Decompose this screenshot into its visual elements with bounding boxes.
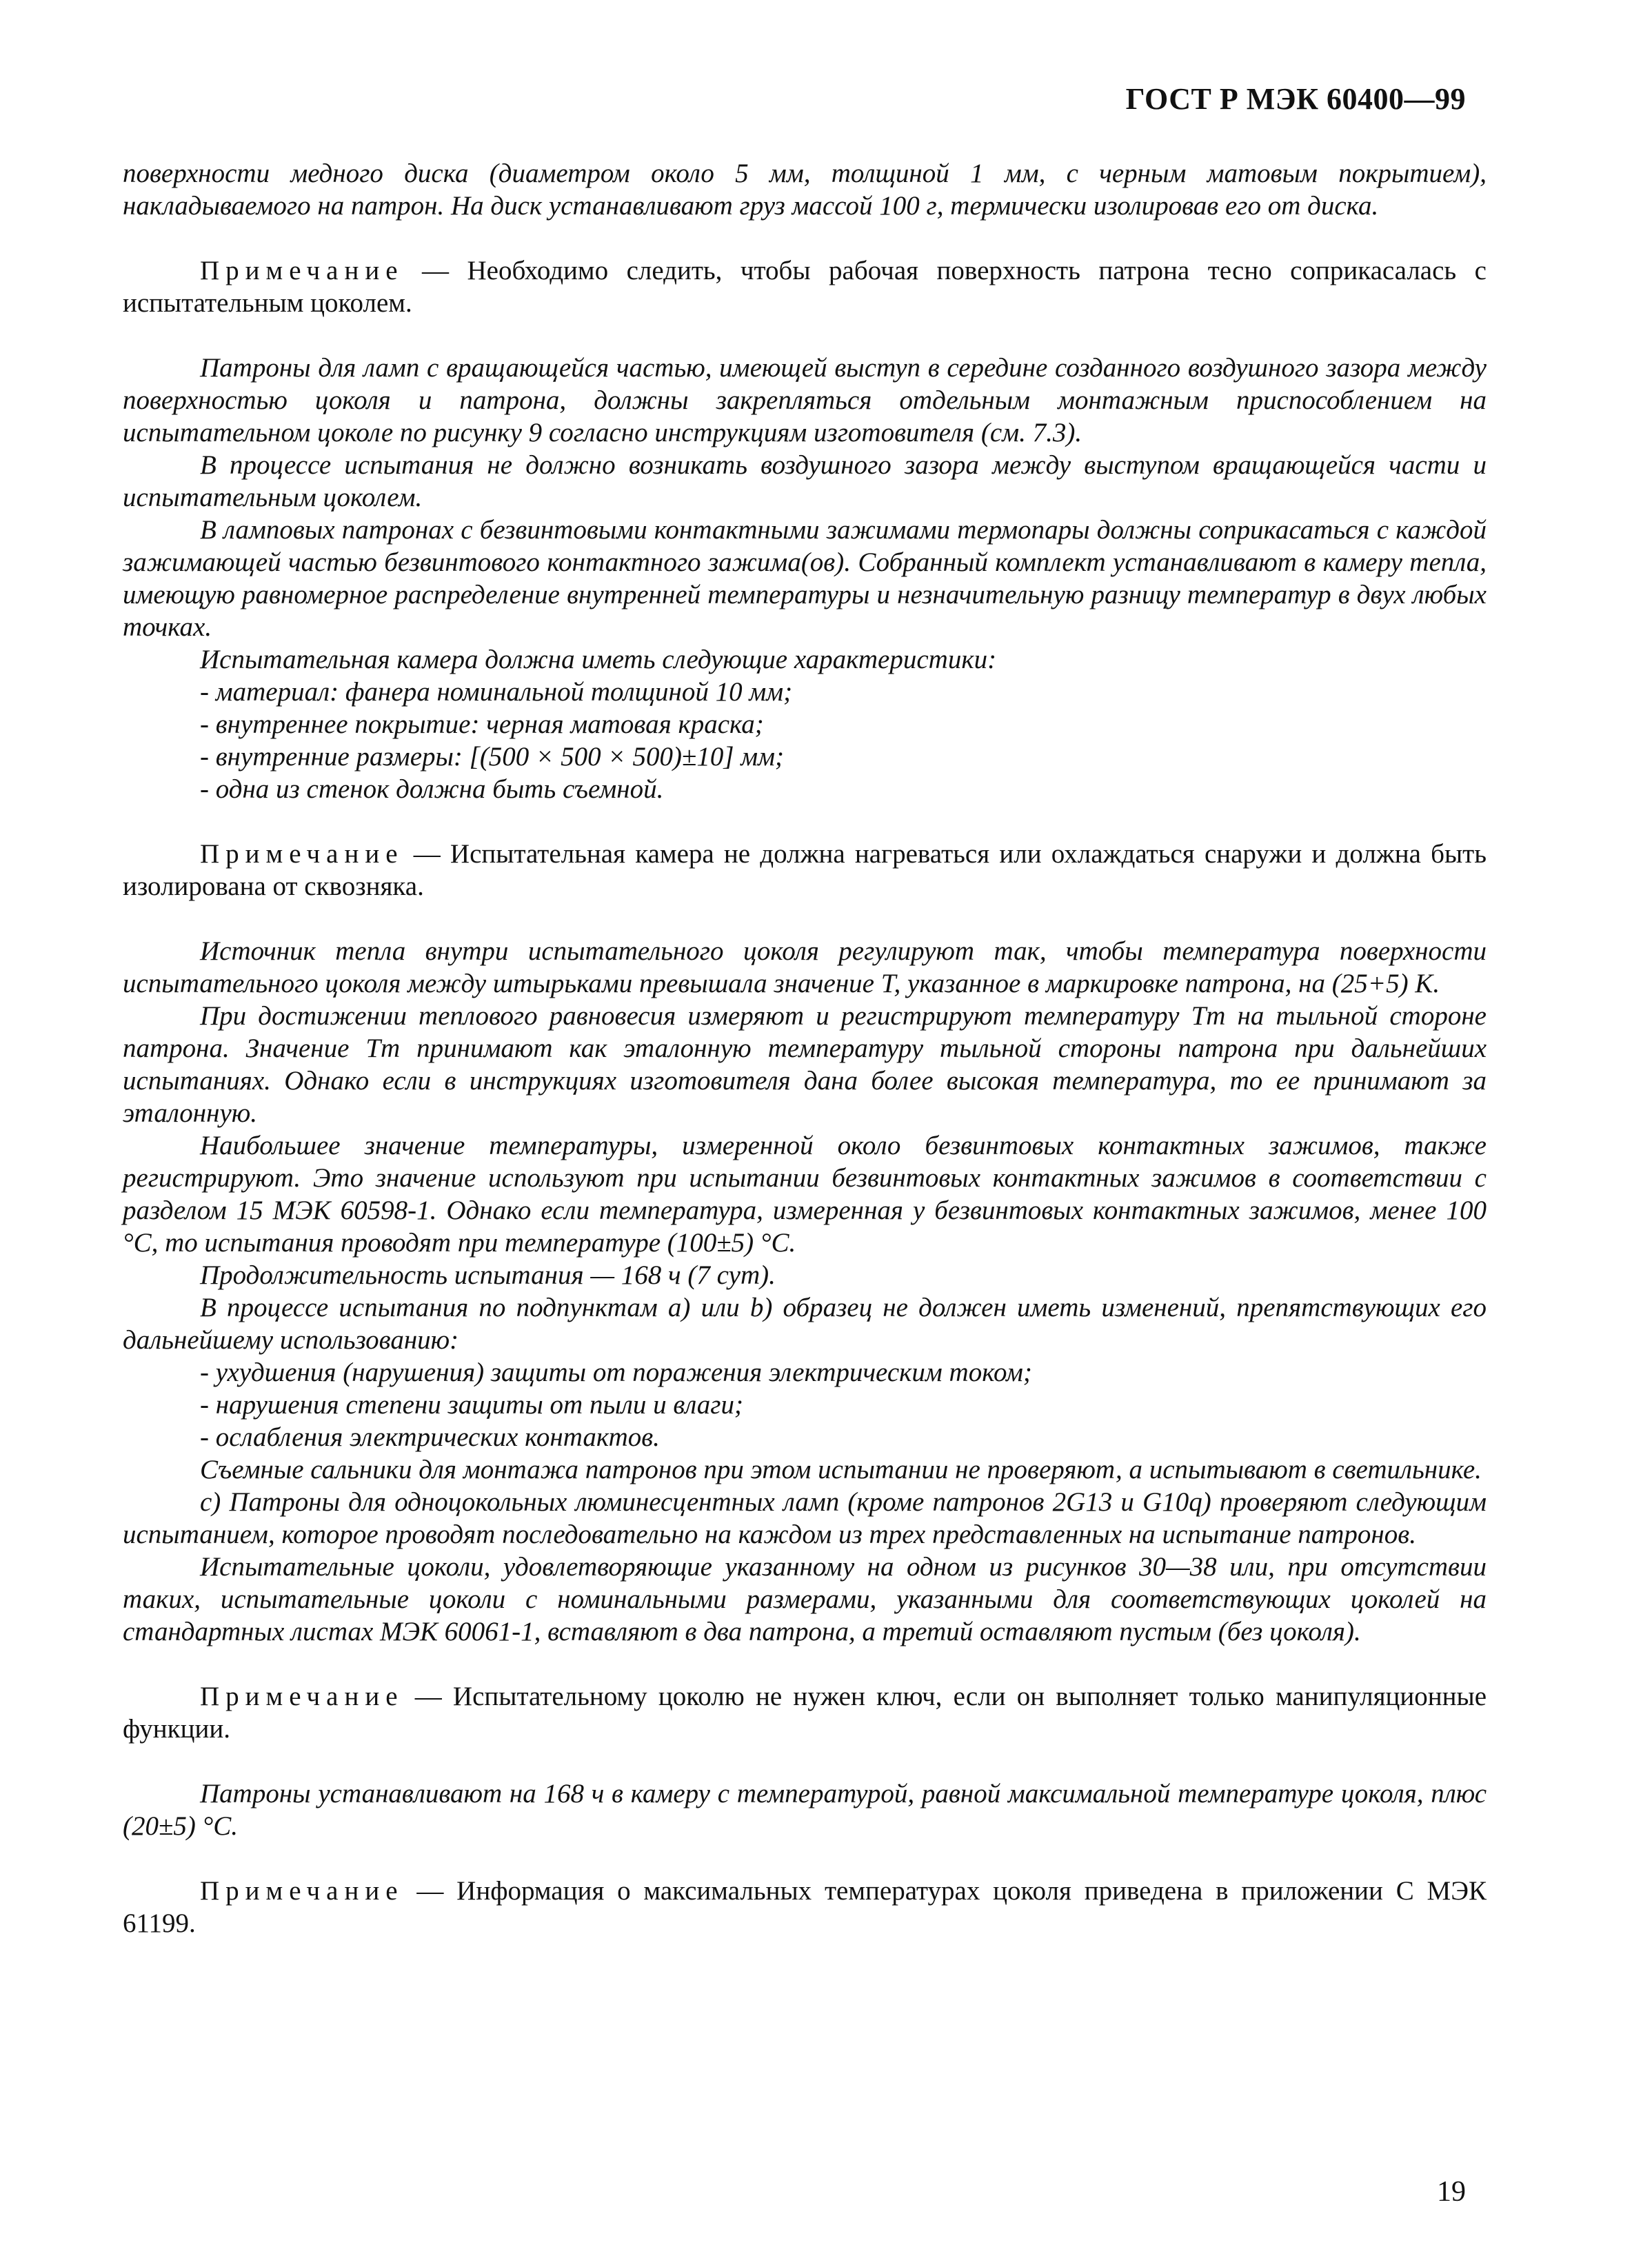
note-paragraph: [123, 1680, 1487, 1745]
note-text: — Необходимо следить, чтобы рабочая поверхность патрона тесно соприкасалась с испытательным цоколем.: [123, 256, 1487, 318]
note-label: Примечание: [200, 256, 404, 285]
list-item: - внутренние размеры: [(500 × 500 × 500)±10] мм;: [200, 742, 785, 772]
note-text: — Испытательная камера не должна нагреваться или охлаждаться снаружи и должна быть изолирована от сквозняка.: [123, 839, 1487, 901]
body-paragraph: В процессе испытания не должно возникать воздушного зазора между выступом вращающейся части и испытательным цоколем.: [123, 450, 1487, 512]
list-item: - одна из стенок должна быть съемной.: [200, 774, 664, 804]
body-paragraph: При достижении теплового равновесия измеряют и регистрируют температуру Tm на тыльной стороне патрона. Значение Tm принимают как эталонную температуру тыльной стороны патрона при дальнейших испытаниях. Однако если в инструкциях изготовителя дана более высокая температура, то ее принимают за эталонную.: [123, 1001, 1487, 1128]
paragraph-gap: [123, 319, 1487, 352]
body-paragraph: В ламповых патронах с безвинтовыми контактными зажимами термопары должны соприкасаться с каждой зажимающей частью безвинтового контактного зажима(ов). Собранный комплект устанавливают в камеру тепла, имеющую равномерное распределение внутренней температуры и незначительную разницу температур в двух любых точках.: [123, 515, 1487, 642]
list-item: - внутреннее покрытие: черная матовая краска;: [200, 709, 764, 739]
body-paragraph: Наибольшее значение температуры, измеренной около безвинтовых контактных зажимов, также регистрируют. Это значение используют при испытании безвинтовых контактных зажимов в соответствии с разделом 15 МЭК 60598-1. Однако если температура, измеренная у безвинтовых контактных зажимов, менее 100 °C, то испытания проводят при температуре (100±5) °C.: [123, 1131, 1487, 1258]
body-paragraph: Продолжительность испытания — 168 ч (7 сут).: [200, 1260, 776, 1290]
paragraph-gap: [123, 805, 1487, 838]
paragraph-gap: [123, 222, 1487, 254]
body-paragraph: Источник тепла внутри испытательного цоколя регулируют так, чтобы температура поверхности испытательного цоколя между штырьками превышала значение T, указанное в маркировке патрона, на (25+5) K.: [123, 936, 1487, 998]
paragraph-gap: [123, 1745, 1487, 1777]
paragraph-gap: [123, 1648, 1487, 1680]
standard-header: ГОСТ Р МЭК 60400—99: [1125, 82, 1466, 116]
body-paragraph: Испытательные цоколи, удовлетворяющие указанному на одном из рисунков 30—38 или, при отсутствии таких, испытательные цоколи с номинальными размерами, указанными для соответствующих цоколей на стандартных листах МЭК 60061-1, вставляют в два патрона, а третий оставляют пустым (без цоколя).: [123, 1552, 1487, 1646]
paragraph-gap: [123, 903, 1487, 935]
body-paragraph: c) Патроны для одноцокольных люминесцентных ламп (кроме патронов 2G13 и G10q) проверяют следующим испытанием, которое проводят последовательно на каждом из трех представленных на испытание патронов.: [123, 1487, 1487, 1549]
body-paragraph: Съемные сальники для монтажа патронов при этом испытании не проверяют, а испытывают в светильнике.: [200, 1455, 1482, 1484]
note-paragraph: [123, 838, 1487, 903]
body-paragraph: Патроны для ламп с вращающейся частью, имеющей выступ в середине созданного воздушного зазора между поверхностью цоколя и патрона, должны закрепляться отдельным монтажным приспособлением на испытательном цоколе по рисунку 9 согласно инструкциям изготовителя (см. 7.3).: [123, 353, 1487, 447]
note-paragraph: [123, 1875, 1487, 1939]
note-label: Примечание: [200, 1682, 404, 1711]
body-paragraph: В процессе испытания по подпунктам a) или b) образец не должен иметь изменений, препятствующих его дальнейшему использованию:: [123, 1293, 1487, 1355]
list-item: - нарушения степени защиты от пыли и влаги;: [200, 1390, 743, 1420]
list-item: - ухудшения (нарушения) защиты от поражения электрическим током;: [200, 1358, 1032, 1387]
body-paragraph: поверхности медного диска (диаметром около 5 мм, толщиной 1 мм, с черным матовым покрытием), накладываемого на патрон. На диск устанавливают груз массой 100 г, термически изолировав его от диска.: [123, 159, 1487, 221]
note-label: Примечание: [200, 839, 404, 869]
body-paragraph: Испытательная камера должна иметь следующие характеристики:: [200, 645, 997, 674]
note-label: Примечание: [200, 1876, 404, 1906]
paragraph-gap: [123, 1842, 1487, 1875]
body-text: [123, 157, 1487, 1939]
page-number: 19: [1437, 2176, 1466, 2208]
list-item: - материал: фанера номинальной толщиной 10 мм;: [200, 677, 793, 707]
note-text: — Информация о максимальных температурах цоколя приведена в приложении С МЭК 61199.: [123, 1876, 1487, 1938]
list-item: - ослабления электрических контактов.: [200, 1422, 660, 1452]
note-paragraph: [123, 254, 1487, 319]
note-text: — Испытательному цоколю не нужен ключ, если он выполняет только манипуляционные функции.: [123, 1682, 1487, 1744]
body-paragraph: Патроны устанавливают на 168 ч в камеру с температурой, равной максимальной температуре цоколя, плюс (20±5) °C.: [123, 1779, 1487, 1841]
